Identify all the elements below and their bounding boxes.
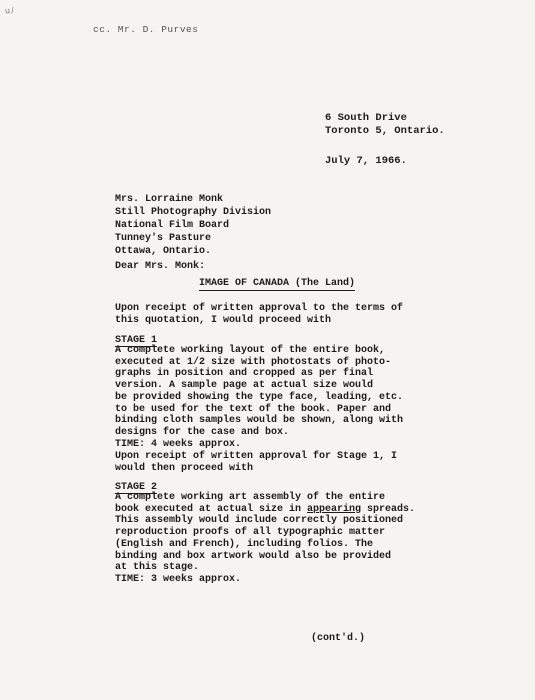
paragraph-line: would then proceed with (115, 462, 254, 474)
stage-1-time: TIME: 4 weeks approx. (115, 438, 242, 450)
stage-1-line: be provided showing the type face, leading, etc. (115, 391, 404, 403)
stage-2-heading: STAGE 2 (115, 482, 158, 493)
stage-2-line-text: spreads. (361, 503, 416, 515)
recipient-block (115, 193, 271, 258)
subject-line: IMAGE OF CANADA (The Land) (199, 278, 356, 289)
paragraph-line: Upon receipt of written approval for Stage 1, I (115, 451, 398, 462)
sender-address-line: 6 South Drive (325, 112, 407, 124)
stage-1-line: to be used for the text of the book. Paper and (115, 403, 392, 415)
stage-2-line (115, 504, 415, 516)
stage-2-body (115, 492, 415, 586)
sender-address (325, 112, 445, 138)
stage-2-line: reproduction proofs of all typographic matter (115, 527, 386, 539)
stage-2-line: binding and box artwork would also be provided (115, 550, 392, 562)
stage-1-body (115, 345, 403, 450)
salutation: Dear Mrs. Monk: (115, 261, 206, 272)
recipient-line: Still Photography Division (115, 207, 272, 218)
continued-marker: (cont'd.) (311, 633, 366, 644)
recipient-line: National Film Board (115, 220, 230, 231)
recipient-line: Mrs. Lorraine Monk (115, 194, 224, 205)
stage-2-line-text: book executed at actual size in (115, 503, 308, 515)
stage-1-line: A complete working layout of the entire book, (115, 345, 386, 356)
stage-1-line: binding cloth samples would be shown, along with (115, 415, 404, 427)
sender-address-line: Toronto 5, Ontario. (325, 125, 445, 137)
stage-1-line: designs for the case and box. (115, 426, 290, 438)
stage-2-time: TIME: 3 weeks approx. (115, 573, 242, 585)
stage-2-line: (English and French), including folios. The (115, 538, 374, 550)
stage-2-line: at this stage. (115, 562, 200, 574)
cc-line: cc. Mr. D. Purves (93, 24, 199, 35)
paragraph-line: Upon receipt of written approval to the terms of (115, 303, 404, 314)
stage-2-line: A complete working art assembly of the entire (115, 492, 386, 503)
letter-date: July 7, 1966. (325, 155, 407, 167)
handwritten-corner-mark: u/ (4, 5, 16, 16)
stage-2-line: This assembly would include correctly positioned (115, 515, 404, 527)
stage-1-line: graphs in position and cropped as per final (115, 368, 374, 380)
stage-1-heading: STAGE 1 (115, 335, 158, 346)
recipient-line: Ottawa, Ontario. (115, 246, 212, 257)
paragraph-stage1-approval (115, 451, 397, 474)
paragraph-intro (115, 303, 403, 326)
recipient-line: Tunney's Pasture (115, 233, 212, 244)
underlined-word: appearing (307, 503, 362, 515)
stage-1-line: version. A sample page at actual size would (115, 380, 374, 392)
paragraph-line: this quotation, I would proceed with (115, 314, 332, 326)
stage-1-line: executed at 1/2 size with photostats of photo- (115, 356, 392, 368)
